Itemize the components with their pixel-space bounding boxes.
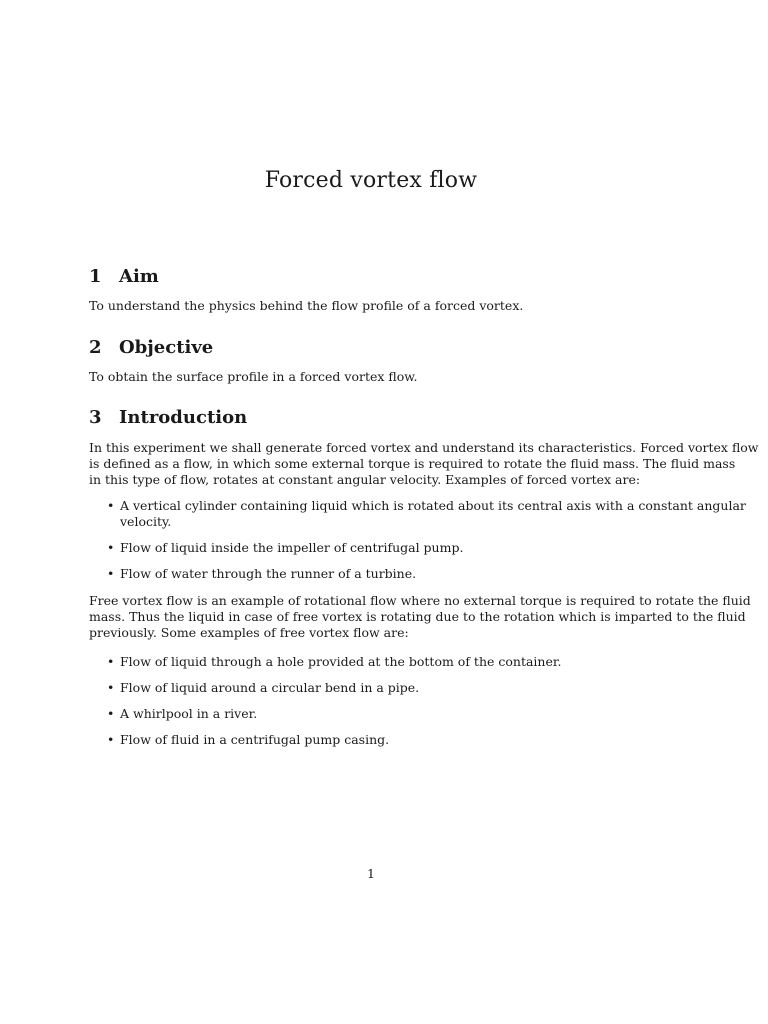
objective-paragraph [89, 369, 655, 385]
document-title: Forced vortex flow [264, 168, 478, 193]
list-item [89, 540, 655, 556]
paragraph-line: previously. Some examples of free vortex flow are: [89, 625, 409, 640]
section-number: 1 [89, 266, 102, 287]
paragraph-line: in this type of flow, rotates at constant angular velocity. Examples of forced vortex are: [89, 472, 641, 487]
paragraph-line: mass. Thus the liquid in case of free vortex is rotating due to the rotation which is imparted to the fluid [89, 609, 746, 624]
list-item-text: A whirlpool in a river. [120, 706, 258, 721]
bullet-marker: • [107, 654, 115, 669]
list-item-text: A vertical cylinder containing liquid which is rotated about its central axis with a constant angular [120, 498, 746, 513]
paragraph-line: is defined as a flow, in which some external torque is required to rotate the fluid mass. The fluid mass [89, 456, 736, 471]
bullet-marker: • [107, 706, 115, 721]
free-vortex-examples-list [89, 654, 655, 758]
list-item [89, 498, 746, 530]
list-item [89, 654, 655, 670]
list-item [89, 706, 655, 722]
list-item-text: Flow of fluid in a centrifugal pump casing. [120, 732, 390, 747]
section-title: Objective [119, 337, 214, 358]
bullet-marker: • [107, 732, 115, 747]
section-heading-introduction [89, 407, 247, 428]
section-number: 2 [89, 337, 102, 358]
section-title: Introduction [119, 407, 248, 428]
section-heading-aim [89, 266, 159, 287]
section-number: 3 [89, 407, 102, 428]
paragraph-line: To obtain the surface profile in a forced vortex flow. [89, 369, 418, 384]
bullet-marker: • [107, 566, 115, 581]
paragraph-line: To understand the physics behind the flow profile of a forced vortex. [89, 298, 524, 313]
forced-vortex-examples-list [89, 498, 746, 592]
introduction-paragraph [89, 440, 759, 488]
bullet-marker: • [107, 540, 115, 555]
bullet-marker: • [107, 498, 115, 513]
paragraph-line: Free vortex flow is an example of rotational flow where no external torque is required to rotate the fluid [89, 593, 751, 608]
aim-paragraph [89, 298, 655, 314]
list-item-text: Flow of water through the runner of a turbine. [120, 566, 417, 581]
paragraph-line: In this experiment we shall generate forced vortex and understand its characteristics. Forced vortex flow [89, 440, 759, 455]
list-item [89, 680, 655, 696]
list-item [89, 732, 655, 748]
list-item-text: Flow of liquid inside the impeller of centrifugal pump. [120, 540, 464, 555]
list-item-text: velocity. [120, 514, 172, 529]
free-vortex-paragraph [89, 593, 751, 641]
list-item-text: Flow of liquid through a hole provided at the bottom of the container. [120, 654, 562, 669]
section-title: Aim [119, 266, 159, 287]
list-item-text: Flow of liquid around a circular bend in a pipe. [120, 680, 420, 695]
bullet-marker: • [107, 680, 115, 695]
page-number: 1 [367, 866, 375, 881]
list-item [89, 566, 655, 582]
section-heading-objective [89, 337, 213, 358]
